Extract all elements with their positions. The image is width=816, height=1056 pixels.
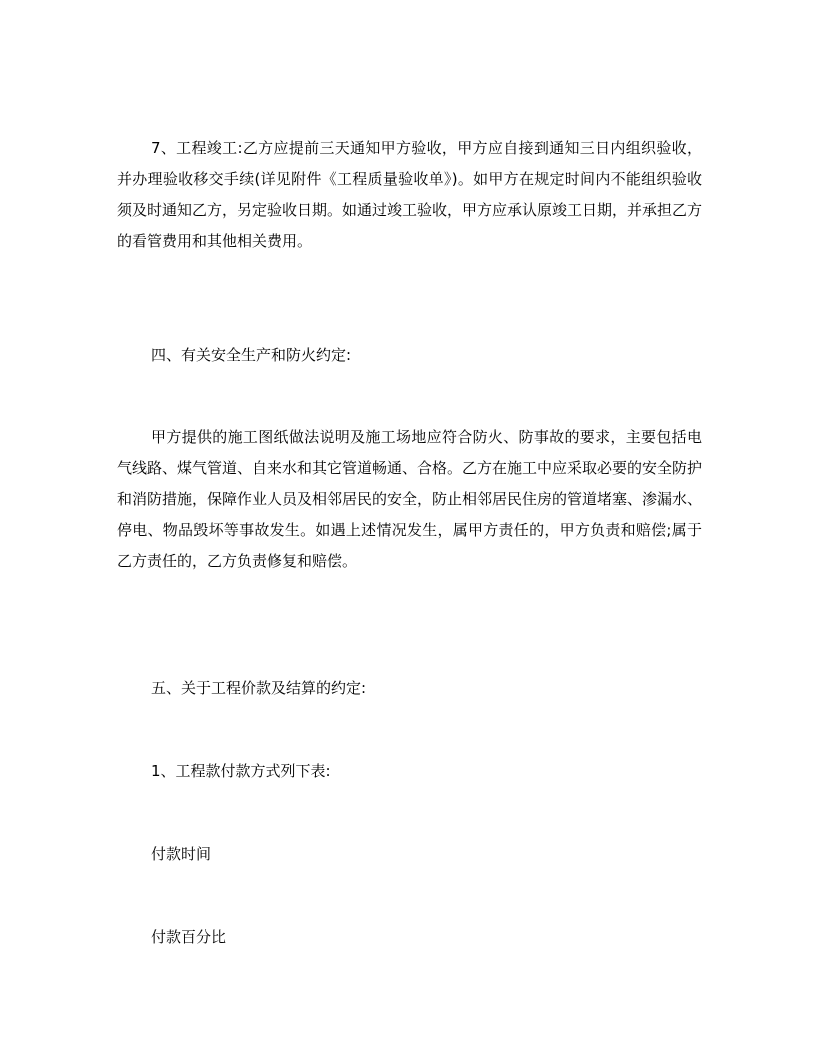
table-header-payment-percentage: 付款百分比 <box>151 928 227 946</box>
table-header-payment-time: 付款时间 <box>151 845 212 863</box>
section-heading-safety: 四、有关安全生产和防火约定: <box>151 346 352 364</box>
paragraph-completion-clause: 7、工程竣工:乙方应提前三天通知甲方验收，甲方应自接到通知三日内组织验收，并办理验收移交手续(详见附件《工程质量验收单》)。如甲方在规定时间内不能组织验收须及时通知乙方，另定验收日期。如通过竣工验收，甲方应承认原竣工日期，并承担乙方的看管费用和其他相关费用。 <box>117 139 703 250</box>
paragraph-safety-clause: 甲方提供的施工图纸做法说明及施工场地应符合防火、防事故的要求，主要包括电气线路、煤气管道、自来水和其它管道畅通、合格。乙方在施工中应采取必要的安全防护和消防措施，保障作业人员及相邻居民的安全，防止相邻居民住房的管道堵塞、渗漏水、停电、物品毁坏等事故发生。如遇上述情况发生，属甲方责任的，甲方负责和赔偿;属于乙方责任的，乙方负责修复和赔偿。 <box>117 428 703 570</box>
paragraph-payment-method: 1、工程款付款方式列下表: <box>151 762 331 780</box>
section-heading-payment: 五、关于工程价款及结算的约定: <box>151 679 367 697</box>
